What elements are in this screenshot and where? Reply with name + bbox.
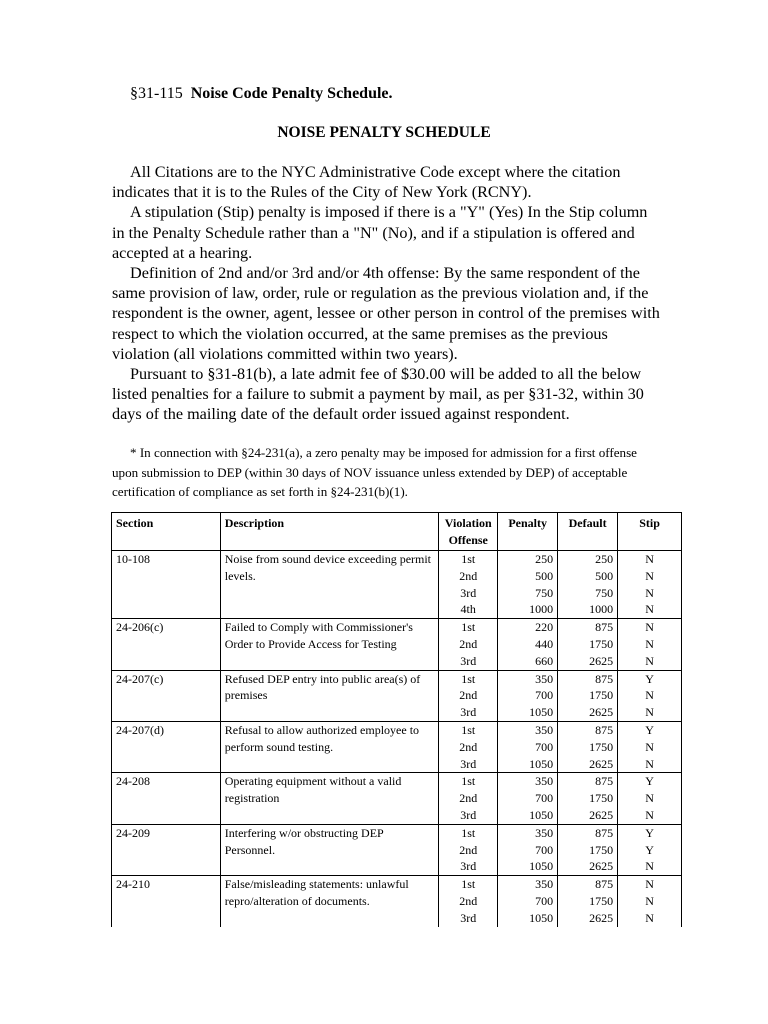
row-offense: 1st xyxy=(461,552,476,566)
row-default: 875 xyxy=(595,877,614,892)
row-default: 875 xyxy=(595,722,614,737)
row-penalty-column xyxy=(498,824,558,875)
table-row xyxy=(112,876,682,927)
header-section: Section xyxy=(112,513,221,551)
row-stip: N xyxy=(645,893,654,908)
row-offense: 2nd xyxy=(459,688,478,703)
row-stip-column xyxy=(618,721,682,772)
row-default: 1750 xyxy=(589,739,614,754)
row-section: 24-207(c) xyxy=(112,670,221,721)
row-offense: 1st xyxy=(461,825,476,840)
row-description: Noise from sound device exceeding permit levels. xyxy=(220,551,438,619)
row-stip-column xyxy=(618,876,682,927)
row-offense: 1st xyxy=(461,877,476,892)
row-penalty: 350 xyxy=(535,722,554,737)
row-default: 875 xyxy=(595,671,614,686)
paragraph-offense-definition: Definition of 2nd and/or 3rd and/or 4th offense: By the same respondent of the same provision of law, order, rule or regulation as the previous violation and, if the respondent is the owner, agent, lessee or other person in control of the premises with respect to which the violation occurred, at the same premises as the previous violation (all violations committed within two years). xyxy=(112,264,660,363)
row-stip: N xyxy=(645,653,654,668)
row-offense-column xyxy=(439,773,498,824)
header-description: Description xyxy=(220,513,438,551)
row-description: Operating equipment without a valid registration xyxy=(220,773,438,824)
table-row xyxy=(112,773,682,824)
row-default-column xyxy=(558,773,618,824)
row-section: 24-210 xyxy=(112,876,221,927)
header-violation-offense xyxy=(439,513,498,551)
row-default-column xyxy=(558,721,618,772)
row-default: 1750 xyxy=(589,791,614,806)
row-stip: Y xyxy=(645,842,654,857)
row-stip: N xyxy=(645,568,654,583)
row-default: 500 xyxy=(595,568,614,583)
row-default-column xyxy=(558,876,618,927)
row-default-column xyxy=(558,824,618,875)
row-offense: 3rd xyxy=(460,910,477,925)
row-default: 2625 xyxy=(589,807,614,822)
row-default-column xyxy=(558,619,618,670)
row-default: 2625 xyxy=(589,756,614,771)
header-offense-line1: Violation xyxy=(444,516,492,530)
row-default: 875 xyxy=(595,774,614,789)
row-penalty: 440 xyxy=(535,636,554,651)
row-penalty-column xyxy=(498,773,558,824)
row-stip-column xyxy=(618,619,682,670)
paragraph-stipulation: A stipulation (Stip) penalty is imposed if there is a "Y" (Yes) In the Stip column in the Penalty Schedule rather than a "N" (No), and if a stipulation is offered and accepted at a hearing. xyxy=(112,203,648,262)
row-penalty: 1050 xyxy=(529,705,554,720)
row-offense: 1st xyxy=(461,671,476,686)
row-penalty: 700 xyxy=(535,893,554,908)
row-default: 1750 xyxy=(589,688,614,703)
row-penalty: 750 xyxy=(535,585,554,600)
row-default: 1750 xyxy=(589,842,614,857)
row-penalty: 250 xyxy=(535,552,554,566)
row-offense: 2nd xyxy=(459,636,478,651)
row-description: Failed to Comply with Commissioner's Order to Provide Access for Testing xyxy=(220,619,438,670)
row-description: False/misleading statements: unlawful repro/alteration of documents. xyxy=(220,876,438,927)
header-penalty: Penalty xyxy=(498,513,558,551)
row-penalty: 660 xyxy=(535,653,554,668)
row-default: 875 xyxy=(595,825,614,840)
row-offense: 2nd xyxy=(459,568,478,583)
row-description: Interfering w/or obstructing DEP Personnel. xyxy=(220,824,438,875)
row-stip: N xyxy=(645,620,654,635)
header-stip: Stip xyxy=(618,513,682,551)
row-section: 24-207(d) xyxy=(112,721,221,772)
row-stip: N xyxy=(645,739,654,754)
row-penalty: 700 xyxy=(535,791,554,806)
row-stip: Y xyxy=(645,722,654,737)
header-default: Default xyxy=(558,513,618,551)
row-default: 875 xyxy=(595,620,614,635)
row-offense: 1st xyxy=(461,620,476,635)
row-offense: 3rd xyxy=(460,807,477,822)
row-stip: N xyxy=(645,552,654,566)
row-penalty-column xyxy=(498,551,558,619)
intro-text xyxy=(112,162,660,425)
section-number: §31-115 xyxy=(130,85,183,102)
row-offense: 3rd xyxy=(460,585,477,600)
row-stip: N xyxy=(645,910,654,925)
row-penalty: 700 xyxy=(535,688,554,703)
page-title: NOISE PENALTY SCHEDULE xyxy=(277,124,491,141)
row-penalty: 350 xyxy=(535,877,554,892)
row-stip: N xyxy=(645,688,654,703)
row-default: 1750 xyxy=(589,636,614,651)
row-section: 24-208 xyxy=(112,773,221,824)
row-offense: 3rd xyxy=(460,653,477,668)
table-row xyxy=(112,619,682,670)
row-penalty: 350 xyxy=(535,825,554,840)
header-offense-line2: Offense xyxy=(448,532,488,547)
row-stip: N xyxy=(645,705,654,720)
table-row xyxy=(112,551,682,619)
table-header-row xyxy=(112,513,682,551)
table-row xyxy=(112,824,682,875)
row-offense-column xyxy=(439,619,498,670)
row-penalty: 700 xyxy=(535,842,554,857)
row-default: 2625 xyxy=(589,653,614,668)
row-section: 24-209 xyxy=(112,824,221,875)
row-stip: Y xyxy=(645,825,654,840)
row-penalty: 350 xyxy=(535,774,554,789)
row-offense-column xyxy=(439,824,498,875)
row-stip: N xyxy=(645,602,654,617)
row-stip: N xyxy=(645,756,654,771)
row-default: 1000 xyxy=(589,602,614,617)
row-penalty: 1050 xyxy=(529,756,554,771)
section-title: Noise Code Penalty Schedule. xyxy=(190,85,393,102)
row-offense: 3rd xyxy=(460,705,477,720)
row-default: 2625 xyxy=(589,910,614,925)
row-penalty: 220 xyxy=(535,620,554,635)
section-heading xyxy=(130,85,393,103)
row-penalty: 700 xyxy=(535,739,554,754)
row-stip: N xyxy=(645,791,654,806)
row-offense: 2nd xyxy=(459,842,478,857)
row-penalty: 500 xyxy=(535,568,554,583)
row-offense: 3rd xyxy=(460,756,477,771)
row-section: 24-206(c) xyxy=(112,619,221,670)
row-offense: 1st xyxy=(461,774,476,789)
row-offense-column xyxy=(439,721,498,772)
row-penalty-column xyxy=(498,619,558,670)
paragraph-citations: All Citations are to the NYC Administrative Code except where the citation indicates that it is to the Rules of the City of New York (RCNY). xyxy=(112,163,621,202)
row-offense: 1st xyxy=(461,722,476,737)
row-stip: N xyxy=(645,859,654,874)
row-description: Refusal to allow authorized employee to perform sound testing. xyxy=(220,721,438,772)
row-penalty-column xyxy=(498,670,558,721)
row-penalty: 350 xyxy=(535,671,554,686)
row-stip-column xyxy=(618,551,682,619)
row-offense: 4th xyxy=(460,602,476,617)
row-penalty: 1050 xyxy=(529,807,554,822)
row-default-column xyxy=(558,670,618,721)
footnote-text: * In connection with §24-231(a), a zero penalty may be imposed for admission for a first offense upon submission to DEP (within 30 days of NOV issuance unless extended by DEP) of acceptable certification of compliance as set forth in §24-231(b)(1). xyxy=(112,445,637,500)
penalty-table xyxy=(111,512,682,927)
row-penalty-column xyxy=(498,876,558,927)
row-offense-column xyxy=(439,876,498,927)
row-section: 10-108 xyxy=(112,551,221,619)
paragraph-late-fee: Pursuant to §31-81(b), a late admit fee of $30.00 will be added to all the below listed penalties for a failure to submit a payment by mail, as per §31-32, within 30 days of the mailing date of the default order issued against respondent. xyxy=(112,365,644,424)
row-default: 2625 xyxy=(589,705,614,720)
row-default: 250 xyxy=(595,552,614,566)
row-offense: 3rd xyxy=(460,859,477,874)
footnote xyxy=(112,443,662,502)
row-stip: N xyxy=(645,636,654,651)
row-offense: 2nd xyxy=(459,893,478,908)
row-penalty: 1000 xyxy=(529,602,554,617)
row-penalty-column xyxy=(498,721,558,772)
row-stip: N xyxy=(645,877,654,892)
row-stip: Y xyxy=(645,671,654,686)
row-default: 750 xyxy=(595,585,614,600)
row-stip: N xyxy=(645,807,654,822)
row-stip: N xyxy=(645,585,654,600)
row-description: Refused DEP entry into public area(s) of premises xyxy=(220,670,438,721)
row-stip: Y xyxy=(645,774,654,789)
row-offense: 2nd xyxy=(459,739,478,754)
row-default-column xyxy=(558,551,618,619)
row-penalty: 1050 xyxy=(529,910,554,925)
table-row xyxy=(112,721,682,772)
row-stip-column xyxy=(618,824,682,875)
row-stip-column xyxy=(618,670,682,721)
row-stip-column xyxy=(618,773,682,824)
table-row xyxy=(112,670,682,721)
row-default: 1750 xyxy=(589,893,614,908)
row-penalty: 1050 xyxy=(529,859,554,874)
row-default: 2625 xyxy=(589,859,614,874)
row-offense-column xyxy=(439,670,498,721)
row-offense-column xyxy=(439,551,498,619)
row-offense: 2nd xyxy=(459,791,478,806)
